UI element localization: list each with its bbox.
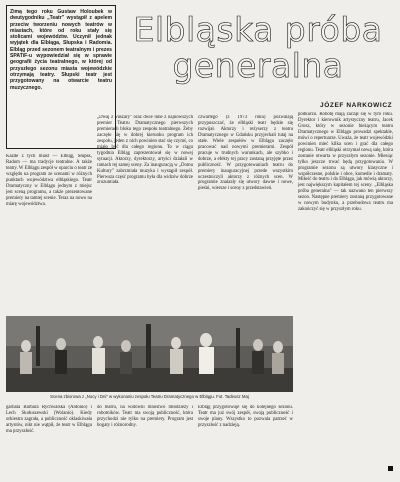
- title-line-1: Elbląska próba: [133, 10, 383, 49]
- title-line-2: generalna: [172, 46, 344, 85]
- text-column-1: Każde z tych miast — Elbląg, Słupsk, Radom — ma tradycje teatralne. A także teatry. W Elblągu zespół w oparciu o teatr ze względu na program ze scenami w różnych punktach województwa elbląskiego. Teatr Dramatyczny w Elblągu jednym z miejsc jest sceną programu, a także prezentowane premiery na tamtej scenie. Teraz na nowo na miarę województwa.: [6, 154, 92, 207]
- stage-photo-illustration: [6, 316, 293, 392]
- text-column-3-bottom: Elbląg przygotowuje się do kolejnego sezonu. Teatr ma już swój zespół, swoją publiczność i swoje plany. Wszystko to pozwala patrzeć w przyszłość z nadzieją.: [198, 405, 293, 428]
- end-mark: [388, 466, 393, 471]
- lead-paragraph: Zimą tego roku Gustaw Holoubek w dwutygodniku „Teatr" wystąpił z apelem przeciw tworzeniu nowych teatrów w miastach, które od roku stały się stolicami województw. Uczynił jednak wyjątek dla Elbląga, Słupska i Radomia. Elbląg przed sezonem teatralnym i prezes SPATiF-u wypowiedział się w sprawie geografii życia teatralnego, w której od przyszłego sezonu miasta wojewódzkie otrzymają teatry. Słupski teatr jest przygotowany na otwarcie teatru muzycznego.: [10, 9, 112, 91]
- text-column-4: podkurzu. Robotę mają zaczął się w tym roku. Dyrektor i kierownik artystyczny teatru, Jacek Grosz, który w sezonie bieżącym teatru Dramatycznego w Elblągu prowadzi spektakle, mówi o repertuarze. Uważa, że teatr wojewódzki powinien mieć kilka scen i grać dla całego regionu. Teatr elbląski otrzymał nową salę, która zostanie otwarta w przyszłym sezonie. Miesiąc tylko jeszcze trwać będą przygotowania. W programie sezonu są utwory klasyczne i współczesne, polskie i obce, komedie i dramaty. Miłość do teatru i do Elbląga, jak mówią aktorzy, jest największym kapitałem tej sceny. „Elbląska próba generalna" — tak nazwano ten pierwszy sezon. Następne premiery zostaną przygotowane w nowym budynku, a przebudowa teatru ma zakończyć się w przyszłym roku.: [298, 112, 393, 213]
- text-column-3: czwartego (z 1973 roku) pozwalają przypuszczać, że elbląski teatr będzie się rozwijał. Aktorzy i reżyserzy z teatru Dramatycznego w Gdańsku przyjechali tutaj na stałe. Wiele zespołów w Elblągu zaczęło pracować nad nowymi premierami. Zespół pracuje w trudnych warunkach, ale szybko i dobrze, a efekty tej pracy zostaną przyjęte przez publiczność. W przygotowaniach teatru do premiery inauguracyjnej przede wszystkim uczestniczyli aktorzy z różnych scen. W programie znalazły się utwory dawne i nowe, pieśni, wiersze i sceny z przedstawień.: [198, 115, 293, 192]
- text-column-2: „Dwaj z Vaszary" oraz dwie inne z najnowszych premier Teatru Dramatycznego pierwszych premierach bloku tego zespołu teatralnego. Żeby zaczęło się w dobrej kierunku program ich zespołu, jeden z nich powinien stać się czymś, co miało być dla całego regionu. To w ciągu tygodnia Elbląg zaprezentował się w nowej sytuacji. Aktorzy, dyrektorzy, artyści działali w ramach tej samej sceny. Za inauguracją w „Domu Kultury" zabrzmiała muzyka i wystąpił zespół. Pierwsza część programu była dla widzów dobrze zrozumiała.: [97, 115, 193, 186]
- article-title: [124, 12, 392, 84]
- text-column-1-bottom: garbata Barbara Rychwalska (Antonio) i Lech Skołuszewski (Wolanio). Kiedy orkiestra zagrała, a publiczność oklaskiwała artystów, nikt nie wątpił, że teatr w Elblągu ma przyszłość.: [6, 405, 92, 434]
- stage-photo: [6, 316, 293, 392]
- photo-caption: Scena zbiorowa z „Nocy i Dni" w wykonaniu zespołu Teatru Dramatycznego w Elblągu. Fot. Tadeusz Maj: [50, 394, 249, 399]
- text-column-2-bottom: do teatru, na widowni mnóstwo młodzieży i robotników. Teatr ma swoją publiczność, która przychodzi nie tylko na premiery. Program jest bogaty i różnorodny.: [97, 405, 193, 428]
- author-byline: JÓZEF NARKOWICZ: [320, 102, 393, 109]
